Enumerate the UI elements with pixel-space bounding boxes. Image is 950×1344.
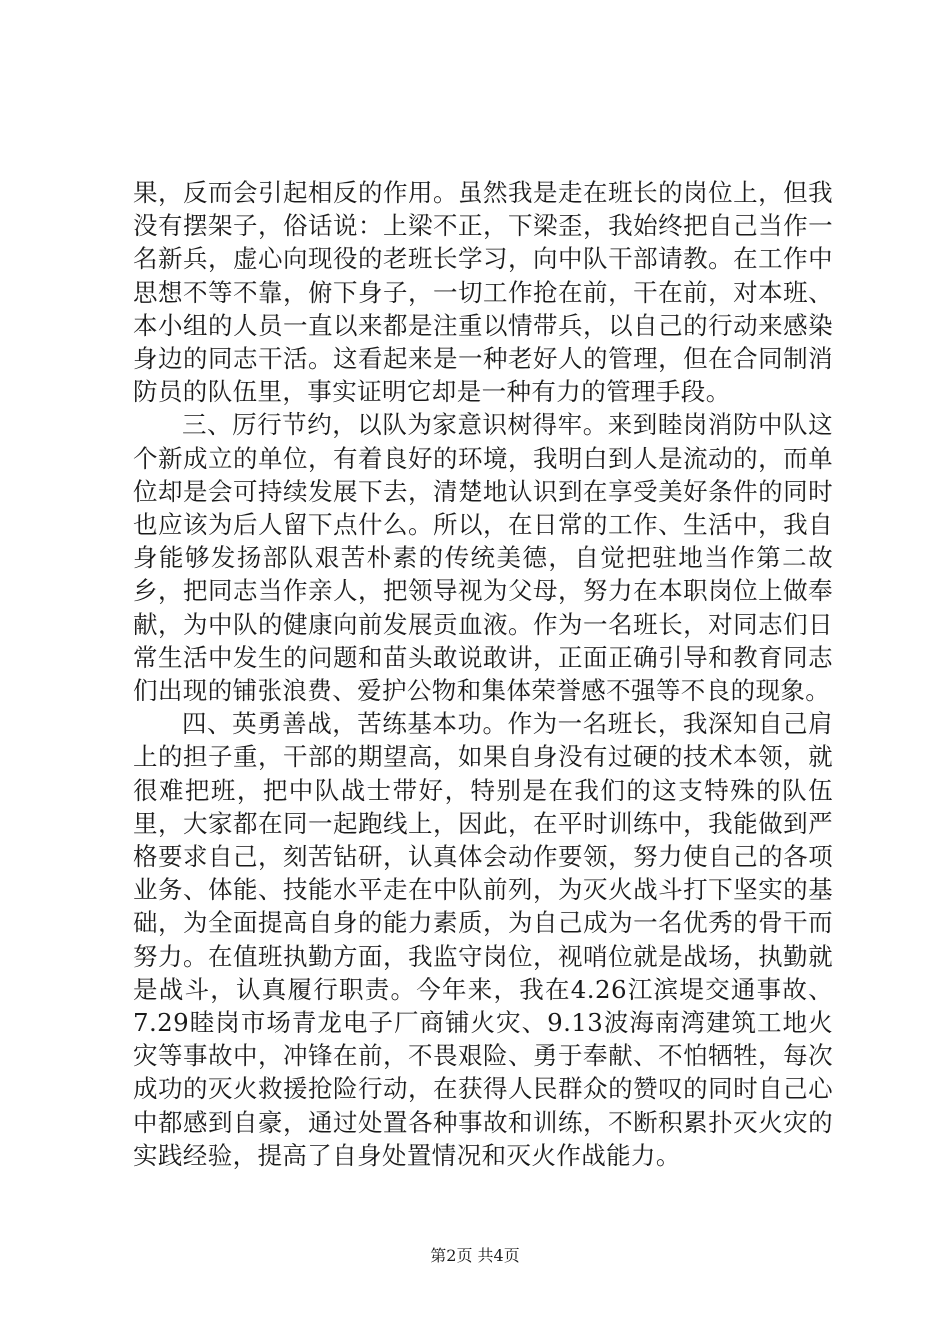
- document-body: [133, 176, 833, 1172]
- paragraph-3: 四、英勇善战，苦练基本功。作为一名班长，我深知自己肩上的担子重，干部的期望高，如果自身没有过硬的技术本领，就很难把班，把中队战士带好，特别是在我们的这支特殊的队伍里，大家都在同一起跑线上，因此，在平时训练中，我能做到严格要求自己，刻苦钻研，认真体会动作要领，努力使自己的各项业务、体能、技能水平走在中队前列，为灭火战斗打下坚实的基础，为全面提高自身的能力素质，为自己成为一名优秀的骨干而努力。在值班执勤方面，我监守岗位，视哨位就是战场，执勤就是战斗，认真履行职责。今年来，我在4.26江滨堤交通事故、7.29睦岗市场青龙电子厂商铺火灾、9.13波海南湾建筑工地火灾等事故中，冲锋在前，不畏艰险、勇于奉献、不怕牺牲，每次成功的灭火救援抢险行动，在获得人民群众的赞叹的同时自己心中都感到自豪，通过处置各种事故和训练，不断积累扑灭火灾的实践经验，提高了自身处置情况和灭火作战能力。: [133, 709, 833, 1170]
- paragraph-1: 果，反而会引起相反的作用。虽然我是走在班长的岗位上，但我没有摆架子，俗话说：上梁不正，下梁歪，我始终把自己当作一名新兵，虚心向现役的老班长学习，向中队干部请教。在工作中思想不等不靠，俯下身子，一切工作抢在前，干在前，对本班、本小组的人员一直以来都是注重以情带兵，以自己的行动来感染身边的同志干活。这看起来是一种老好人的管理，但在合同制消防员的队伍里，事实证明它却是一种有力的管理手段。: [133, 178, 833, 407]
- paragraph-2: 三、厉行节约，以队为家意识树得牢。来到睦岗消防中队这个新成立的单位，有着良好的环境，我明白到人是流动的，而单位却是会可持续发展下去，清楚地认识到在享受美好条件的同时也应该为后人留下点什么。所以，在日常的工作、生活中，我自身能够发扬部队艰苦朴素的传统美德，自觉把驻地当作第二故乡，把同志当作亲人，把领导视为父母，努力在本职岗位上做奉献，为中队的健康向前发展贡血液。作为一名班长，对同志们日常生活中发生的问题和苗头敢说敢讲，正面正确引导和教育同志们出现的铺张浪费、爱护公物和集体荣誉感不强等不良的现象。: [133, 410, 833, 706]
- page-footer: 第2页 共4页: [430, 1246, 520, 1265]
